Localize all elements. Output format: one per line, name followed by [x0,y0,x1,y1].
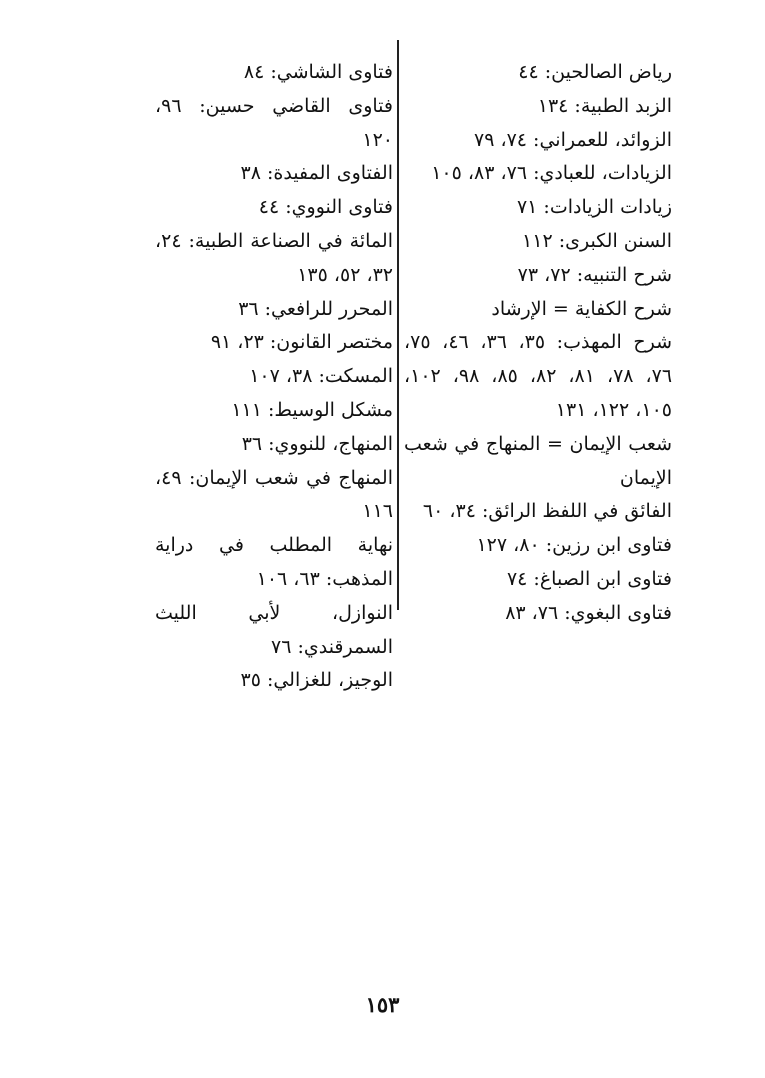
index-entry: فتاوى ابن رزين: ٨٠، ١٢٧ [476,534,672,557]
index-entry: الزيادات، للعبادي: ٧٦، ٨٣، ١٠٥ [431,162,672,185]
index-entry: مشكل الوسيط: ١١١ [231,398,393,421]
index-entry: فتاوى ابن الصباغ: ٧٤ [506,567,672,590]
column-divider [397,40,399,610]
index-entry: المنهاج في شعب الإيمان: ٤٩، ١١٦ [155,466,393,523]
index-entry: شعب الإيمان = المنهاج في شعب الإيمان [404,432,672,489]
page-number: ١٥٣ [365,992,400,1017]
index-entry: المنهاج، للنووي: ٣٦ [241,432,393,455]
index-entry: الزوائد، للعمراني: ٧٤، ٧٩ [473,128,672,151]
index-entry: شرح التنبيه: ٧٢، ٧٣ [517,263,672,286]
index-entry: شرح الكفاية = الإرشاد [491,297,672,320]
index-entry: فتاوى البغوي: ٧٦، ٨٣ [505,601,672,624]
index-entry: الفائق في اللفظ الرائق: ٣٤، ٦٠ [422,500,672,523]
index-entry: المائة في الصناعة الطبية: ٢٤، ٣٢، ٥٢، ١٣٥ [155,229,393,286]
index-entry: الفتاوى المفيدة: ٣٨ [240,162,393,185]
index-entry: السنن الكبرى: ١١٢ [522,229,672,252]
index-entry: النوازل، لأبي الليث السمرقندي: ٧٦ [155,601,393,658]
index-entry: الزبد الطبية: ١٣٤ [537,94,672,117]
index-entry: رياض الصالحين: ٤٤ [518,61,672,83]
index-column-left [155,56,393,698]
index-entry: فتاوى القاضي حسين: ٩٦، ١٢٠ [155,94,393,151]
index-entry: المسكت: ٣٨، ١٠٧ [249,365,393,388]
index-column-right [404,56,672,631]
index-entry: مختصر القانون: ٢٣، ٩١ [210,331,393,354]
index-entry: زيادات الزيادات: ٧١ [516,196,672,219]
index-entry: الوجيز، للغزالي: ٣٥ [240,669,393,692]
index-entry: فتاوى الشاشي: ٨٤ [243,61,393,83]
index-entry: شرح المهذب: ٣٥، ٣٦، ٤٦، ٧٥، ٧٦، ٧٨، ٨١، ٨٢، ٨٥، ٩٨، ١٠٢، ١٠٥، ١٢٢، ١٣١ [404,331,673,421]
index-entry: المحرر للرافعي: ٣٦ [238,297,393,320]
index-entry: نهاية المطلب في دراية المذهب: ٦٣، ١٠٦ [155,534,393,590]
index-entry: فتاوى النووي: ٤٤ [258,196,393,219]
